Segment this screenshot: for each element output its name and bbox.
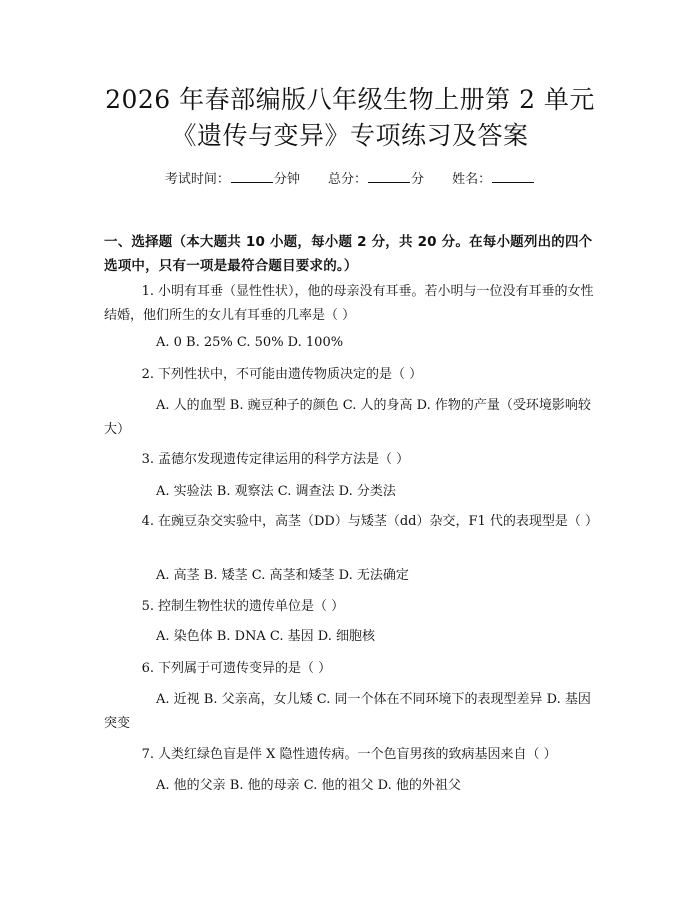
question-options: A. 0 B. 25% C. 50% D. 100% (156, 335, 344, 350)
question-stem: 小明有耳垂（显性性状），他的母亲没有耳垂。若小明与一位没有耳垂的女性结婚，他们所生的女儿有耳垂的几率是（ ） (104, 284, 594, 323)
question-item (104, 657, 600, 681)
question-item (104, 280, 600, 328)
question-options: A. 染色体 B. DNA C. 基因 D. 细胞核 (156, 629, 376, 644)
question-stem: 孟德尔发现遗传定律运用的科学方法是（ ） (158, 452, 410, 467)
exam-time-label: 考试时间： (164, 172, 230, 187)
question-item (104, 448, 600, 472)
exam-score-group (328, 172, 428, 187)
question-number: 3. (141, 452, 154, 467)
question-options: A. 近视 B. 父亲高，女儿矮 C. 同一个体在不同环境下的表现型差异 D. 基因突变 (104, 692, 591, 731)
question-number: 2. (141, 367, 154, 382)
exam-name-blank (492, 169, 534, 183)
question-stem: 下列性状中，不可能由遗传物质决定的是（ ） (158, 367, 423, 382)
question-stem: 控制生物性状的遗传单位是（ ） (158, 599, 345, 614)
exam-score-blank (368, 169, 410, 183)
question-number: 1. (141, 284, 154, 299)
question-options: A. 实验法 B. 观察法 C. 调查法 D. 分类法 (156, 484, 396, 499)
question-number: 4. (141, 514, 154, 529)
exam-time-group (165, 172, 304, 187)
exam-time-unit: 分钟 (273, 172, 300, 187)
exam-name-label: 姓名： (452, 172, 492, 187)
exam-score-unit: 分 (411, 172, 425, 187)
exam-score-label: 总分： (327, 172, 367, 187)
question-item (104, 595, 600, 619)
question-number: 6. (141, 661, 154, 676)
question-number: 7. (141, 747, 154, 762)
exam-time-blank (231, 169, 273, 183)
question-stem: 人类红绿色盲是伴 X 隐性遗传病。一个色盲男孩的致病基因来自（ ） (158, 747, 557, 762)
question-options: A. 高茎 B. 矮茎 C. 高茎和矮茎 D. 无法确定 (156, 568, 409, 583)
exam-name-group (452, 172, 535, 187)
question-options: A. 他的父亲 B. 他的母亲 C. 他的祖父 D. 他的外祖父 (156, 778, 461, 793)
question-number: 5. (141, 599, 154, 614)
exam-info (0, 169, 700, 189)
document-title-line1: 2026 年春部编版八年级生物上册第 2 单元 (105, 85, 595, 114)
question-item (104, 743, 600, 767)
section-heading: 一、选择题（本大题共 10 小题，每小题 2 分，共 20 分。在每小题列出的四个选项中，只有一项是最符合题目要求的。） (104, 234, 593, 274)
question-item (104, 363, 600, 387)
question-options: A. 人的血型 B. 豌豆种子的颜色 C. 人的身高 D. 作物的产量（受环境影响较大） (104, 398, 591, 437)
question-item (104, 510, 600, 534)
document-title-line2: 《遗传与变异》专项练习及答案 (171, 121, 529, 150)
question-stem: 下列属于可遗传变异的是（ ） (158, 661, 332, 676)
question-stem: 在豌豆杂交实验中，高茎（DD）与矮茎（dd）杂交，F1 代的表现型是（ ） (158, 514, 599, 529)
